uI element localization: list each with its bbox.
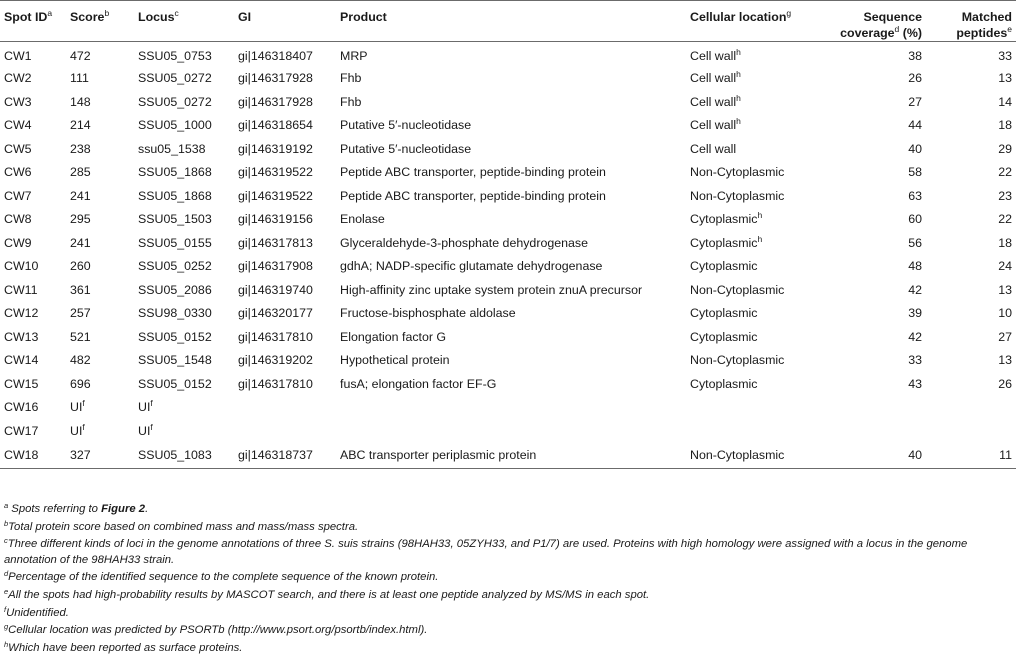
table-row — [0, 208, 1016, 232]
cell-gi: gi|146317928 — [238, 94, 313, 109]
cell-score: $UI^f$ — [70, 398, 85, 415]
cell-score: 238 — [70, 141, 91, 156]
cell-product: Glyceraldehyde-3-phosphate dehydrogenase — [340, 235, 588, 250]
cell-matched-peptides: 11 — [926, 443, 1016, 469]
cell-product: Fhb — [340, 71, 362, 86]
cell-sequence-coverage: 33 — [908, 353, 922, 368]
cell-score: 241 — [70, 188, 91, 203]
cell-score: 214 — [70, 118, 91, 133]
cell-matched-peptides: 10 — [998, 306, 1012, 321]
table-row — [0, 396, 1016, 420]
cell-product: Enolase — [340, 212, 385, 227]
cell-cellular-location: Cell wall$^h$ — [690, 69, 741, 86]
cell-product: Elongation factor G — [340, 329, 447, 344]
footnote-b: $^b$Total protein score based on combined mass and mass/mass spectra. — [4, 518, 359, 533]
cell-gi — [234, 396, 336, 420]
cell-locus: SSU98_0330 — [138, 306, 212, 321]
cell-sequence-coverage: 40 — [816, 443, 926, 469]
cell-gi: gi|146317810 — [238, 329, 313, 344]
cell-matched-peptides: 14 — [998, 94, 1012, 109]
cell-matched-peptides: 18 — [998, 118, 1012, 133]
cell-cellular-location: Cell wall — [690, 141, 737, 156]
table-row — [0, 161, 1016, 185]
table-row — [0, 419, 1016, 443]
cell-product: Fructose-bisphosphate aldolase — [340, 306, 516, 321]
cell-gi: gi|146320177 — [238, 306, 313, 321]
table-row — [0, 278, 1016, 302]
cell-sequence-coverage: 60 — [908, 212, 922, 227]
cell-gi: gi|146319522 — [238, 188, 313, 203]
cell-sequence-coverage: 58 — [908, 165, 922, 180]
table-row — [0, 255, 1016, 279]
cell-cellular-location: Non-Cytoplasmic — [690, 353, 785, 368]
footnote-g: $^g$Cellular location was predicted by PSORTb (http://www.psort.org/psortb/index.html). — [4, 622, 428, 637]
cell-locus: SSU05_2086 — [138, 282, 212, 297]
cell-matched-peptides — [926, 419, 1016, 443]
cell-cellular-location: Cytoplasmic — [690, 376, 758, 391]
cell-score: 482 — [70, 353, 91, 368]
cell-matched-peptides: 13 — [998, 353, 1012, 368]
cell-locus: SSU05_1868 — [138, 165, 212, 180]
cell-spot-id: CW6 — [4, 165, 32, 180]
cell-spot-id: CW10 — [4, 259, 39, 274]
cell-matched-peptides: 24 — [998, 259, 1012, 274]
cell-product — [336, 396, 686, 420]
cell-sequence-coverage: 48 — [908, 259, 922, 274]
cell-locus: SSU05_0152 — [138, 376, 212, 391]
cell-spot-id: CW14 — [4, 353, 39, 368]
cell-matched-peptides: 22 — [998, 212, 1012, 227]
cell-locus: SSU05_1083 — [134, 443, 234, 469]
cell-score: 260 — [70, 259, 91, 274]
cell-gi: gi|146319156 — [238, 212, 313, 227]
cell-cellular-location: Cytoplasmic — [690, 306, 758, 321]
cell-cellular-location — [686, 396, 816, 420]
cell-locus: $UI^f$ — [138, 421, 153, 438]
cell-matched-peptides: 22 — [998, 165, 1012, 180]
cell-sequence-coverage: 42 — [908, 282, 922, 297]
cell-cellular-location — [686, 419, 816, 443]
cell-spot-id: CW8 — [4, 212, 32, 227]
cell-matched-peptides: 29 — [998, 141, 1012, 156]
footnote-e: $^e$All the spots had high-probability results by MASCOT search, and there is at least one peptide analyzed by MS/MS in each spot. — [4, 587, 650, 602]
cell-spot-id: CW3 — [4, 94, 32, 109]
table-row — [0, 184, 1016, 208]
cell-sequence-coverage: 56 — [908, 235, 922, 250]
cell-gi: gi|146319192 — [238, 141, 313, 156]
cell-gi — [234, 419, 336, 443]
cell-gi: gi|146318407 — [238, 49, 313, 64]
footnote-a: $^a$ Spots referring to Figure 2. — [4, 501, 149, 515]
cell-locus: SSU05_1868 — [138, 188, 212, 203]
cell-sequence-coverage: 27 — [908, 94, 922, 109]
cell-matched-peptides — [926, 396, 1016, 420]
cell-spot-id: CW18 — [0, 443, 66, 469]
cell-gi: gi|146319522 — [238, 165, 313, 180]
table-row — [0, 67, 1016, 91]
cell-product: Putative 5′-nucleotidase — [340, 118, 472, 133]
cell-spot-id: CW4 — [4, 118, 32, 133]
cell-locus: SSU05_1503 — [138, 212, 212, 227]
cell-score: 361 — [70, 282, 91, 297]
cell-score: 148 — [70, 94, 91, 109]
cell-product: High-affinity zinc uptake system protein znuA precursor — [340, 282, 643, 297]
cell-sequence-coverage: 39 — [908, 306, 922, 321]
footnote-c: $^c$Three different kinds of loci in the genome annotations of three S. suis strains (98HAH33, 05ZYH33, and P1/7) are used. Proteins with high homology were assigned with a locus in the genome annotation of the 98HAH33 strain. — [4, 536, 968, 566]
cell-product: gdhA; NADP-specific glutamate dehydrogenase — [340, 259, 603, 274]
footnote-d: $^d$Percentage of the identified sequence to the complete sequence of the known protein. — [4, 569, 439, 584]
cell-sequence-coverage: 42 — [908, 329, 922, 344]
cell-score: 111 — [70, 71, 89, 86]
footnote-h: $^h$Which have been reported as surface proteins. — [4, 640, 243, 655]
cell-sequence-coverage: 44 — [908, 118, 922, 133]
cell-gi: gi|146317813 — [238, 235, 313, 250]
table-row — [0, 302, 1016, 326]
table-row — [0, 90, 1016, 114]
footnotes — [4, 502, 1012, 659]
cell-score: 285 — [70, 165, 91, 180]
cell-score: 327 — [66, 443, 134, 469]
cell-matched-peptides: 23 — [998, 188, 1012, 203]
cell-gi: gi|146318737 — [234, 443, 336, 469]
table-row — [0, 372, 1016, 396]
cell-cellular-location: Cytoplasmic$^h$ — [690, 233, 763, 250]
cell-cellular-location: Non-Cytoplasmic — [690, 165, 785, 180]
cell-product: Peptide ABC transporter, peptide-binding protein — [340, 188, 606, 203]
table-row — [0, 349, 1016, 373]
cell-product: Hypothetical protein — [340, 353, 450, 368]
cell-gi: gi|146317810 — [238, 376, 313, 391]
cell-locus: SSU05_1548 — [138, 353, 212, 368]
footnote-f: $^f$Unidentified. — [4, 604, 69, 619]
cell-locus: $UI^f$ — [138, 398, 153, 415]
cell-cellular-location: Cytoplasmic$^h$ — [690, 210, 763, 227]
table-row — [0, 231, 1016, 255]
table-row — [0, 137, 1016, 161]
cell-gi: gi|146319740 — [238, 282, 313, 297]
table-row — [0, 325, 1016, 349]
cell-spot-id: CW11 — [4, 282, 38, 297]
cell-cellular-location: Non-Cytoplasmic — [686, 443, 816, 469]
cell-sequence-coverage: 26 — [908, 71, 922, 86]
cell-spot-id: CW9 — [4, 235, 32, 250]
table-row — [0, 42, 1016, 67]
cell-sequence-coverage: 43 — [908, 376, 922, 391]
header-spot-id: Spot $ID^a$ — [0, 1, 66, 42]
cell-product: fusA; elongation factor EF-G — [340, 376, 497, 391]
cell-spot-id: CW7 — [4, 188, 32, 203]
cell-spot-id: CW17 — [4, 423, 39, 438]
cell-matched-peptides: 13 — [998, 71, 1012, 86]
cell-spot-id: CW13 — [4, 329, 39, 344]
cell-score: 472 — [70, 49, 91, 64]
cell-locus: SSU05_0152 — [138, 329, 212, 344]
header-locus: Locus$^c$ — [134, 1, 234, 42]
cell-cellular-location: Cytoplasmic — [690, 329, 758, 344]
cell-locus: SSU05_0272 — [138, 94, 212, 109]
cell-sequence-coverage — [816, 396, 926, 420]
header-sequence-coverage: Sequence coverage$^d$ (%) — [816, 1, 926, 42]
cell-spot-id: CW12 — [4, 306, 39, 321]
cell-sequence-coverage: 40 — [908, 141, 922, 156]
cell-locus: ssu05_1538 — [138, 141, 206, 156]
cell-cellular-location: Cell wall$^h$ — [690, 116, 741, 133]
cell-spot-id: CW5 — [4, 141, 32, 156]
cell-product: Putative 5′-nucleotidase — [340, 141, 472, 156]
cell-locus: SSU05_0155 — [138, 235, 212, 250]
cell-product: Fhb — [340, 94, 362, 109]
cell-matched-peptides: 33 — [998, 49, 1012, 64]
cell-spot-id: CW16 — [4, 400, 39, 415]
cell-score: $UI^f$ — [70, 421, 85, 438]
cell-score: 257 — [70, 306, 91, 321]
header-score: Score$^b$ — [66, 1, 134, 42]
cell-score: 295 — [70, 212, 91, 227]
cell-product: ABC transporter periplasmic protein — [336, 443, 686, 469]
cell-matched-peptides: 27 — [998, 329, 1012, 344]
cell-cellular-location: Cell wall$^h$ — [690, 92, 741, 109]
cell-product: Peptide ABC transporter, peptide-binding protein — [340, 165, 606, 180]
cell-spot-id: CW15 — [4, 376, 39, 391]
cell-cellular-location: Non-Cytoplasmic — [690, 188, 785, 203]
cell-gi: gi|146318654 — [238, 118, 313, 133]
cell-gi: gi|146317928 — [238, 71, 313, 86]
cell-gi: gi|146317908 — [238, 259, 313, 274]
cell-locus: SSU05_0753 — [138, 49, 212, 64]
cell-cellular-location: Cell wall$^h$ — [690, 47, 741, 64]
cell-gi: gi|146319202 — [238, 353, 313, 368]
cell-product — [336, 419, 686, 443]
header-cellular-location: Cellular location$^g$ — [686, 1, 816, 42]
cell-sequence-coverage: 63 — [908, 188, 922, 203]
header-gi: GI — [234, 1, 336, 42]
table-header — [0, 1, 1016, 42]
cell-sequence-coverage: 38 — [908, 49, 922, 64]
cell-matched-peptides: 13 — [998, 282, 1012, 297]
cell-locus: SSU05_1000 — [138, 118, 212, 133]
cell-sequence-coverage — [816, 419, 926, 443]
cell-locus: SSU05_0272 — [138, 71, 212, 86]
cell-matched-peptides: 18 — [998, 235, 1012, 250]
table-row — [0, 114, 1016, 138]
cell-cellular-location: Cytoplasmic — [690, 259, 758, 274]
cell-spot-id: CW2 — [4, 71, 32, 86]
cell-product: MRP — [340, 49, 368, 64]
header-product: Product — [336, 1, 686, 42]
cell-spot-id: CW1 — [4, 49, 32, 64]
table-row — [0, 443, 1016, 469]
cell-score: 521 — [70, 329, 91, 344]
table-body — [0, 42, 1016, 469]
cell-score: 241 — [70, 235, 91, 250]
cell-cellular-location: Non-Cytoplasmic — [690, 282, 785, 297]
cell-score: 696 — [70, 376, 91, 391]
cell-matched-peptides: 26 — [998, 376, 1012, 391]
header-matched-peptides: Matched peptides$^e$ — [926, 1, 1016, 42]
cell-locus: SSU05_0252 — [138, 259, 212, 274]
